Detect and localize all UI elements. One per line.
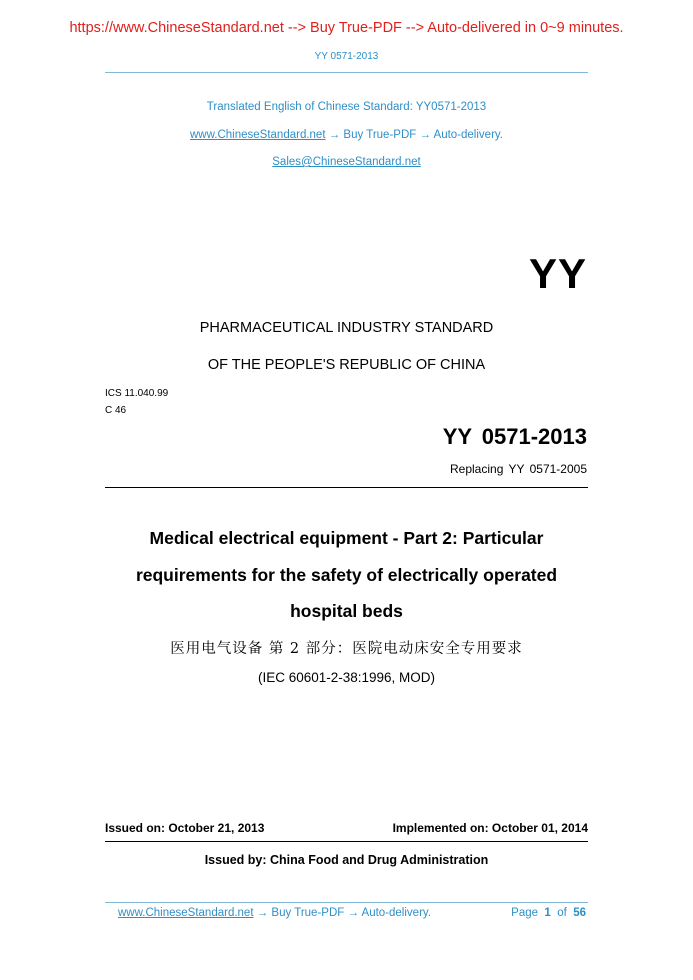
footer-delivery-text: → Buy True-PDF → Auto-delivery. <box>253 907 431 919</box>
translation-delivery-line <box>0 129 693 141</box>
page-total: 56 <box>573 907 586 919</box>
title-line-3: hospital beds <box>290 601 403 621</box>
issued-on: Issued on: October 21, 2013 <box>105 821 265 835</box>
ccs-code: C 46 <box>105 405 127 416</box>
footer-site-link[interactable]: www.ChineseStandard.net <box>118 907 254 919</box>
page-of: of <box>557 907 567 919</box>
title-line-2: requirements for the safety of electrically operated <box>135 565 558 585</box>
standard-code: YY 0571-2013 <box>442 424 587 449</box>
standard-logo: YY <box>528 250 587 297</box>
ics-code: ICS 11.040.99 <box>105 388 169 399</box>
industry-line-2: OF THE PEOPLE'S REPUBLIC OF CHINA <box>207 357 486 373</box>
footer-rule <box>105 902 588 903</box>
iec-reference: (IEC 60601-2-38:1996, MOD) <box>257 670 436 685</box>
title-line-1: Medical electrical equipment - Part 2: Particular <box>149 528 544 548</box>
replacing-note: Replacing YY 0571-2005 <box>450 462 587 476</box>
site-link[interactable]: www.ChineseStandard.net <box>190 129 326 141</box>
page-current: 1 <box>544 907 551 919</box>
implemented-on: Implemented on: October 01, 2014 <box>392 821 588 835</box>
delivery-text: → Buy True-PDF → Auto-delivery. <box>325 129 503 141</box>
email-line <box>0 156 693 168</box>
industry-line-1: PHARMACEUTICAL INDUSTRY STANDARD <box>199 320 494 336</box>
page-label: Page <box>511 907 539 919</box>
page-indicator <box>511 907 586 919</box>
promo-banner[interactable]: https://www.ChineseStandard.net --> Buy True-PDF --> Auto-delivered in 0~9 minutes. <box>69 20 624 36</box>
date-rule <box>105 841 588 842</box>
issued-by: Issued by: China Food and Drug Administration <box>204 853 489 867</box>
footer-delivery-line <box>118 907 431 919</box>
title-rule <box>105 487 588 488</box>
email-link[interactable]: Sales@ChineseStandard.net <box>272 156 421 168</box>
header-rule <box>105 72 588 73</box>
translation-line: Translated English of Chinese Standard: YY0571-2013 <box>206 101 487 113</box>
chinese-title: 医用电气设备 第 2 部分：医院电动床安全专用要求 <box>170 641 523 657</box>
header-code: YY 0571-2013 <box>314 51 379 62</box>
